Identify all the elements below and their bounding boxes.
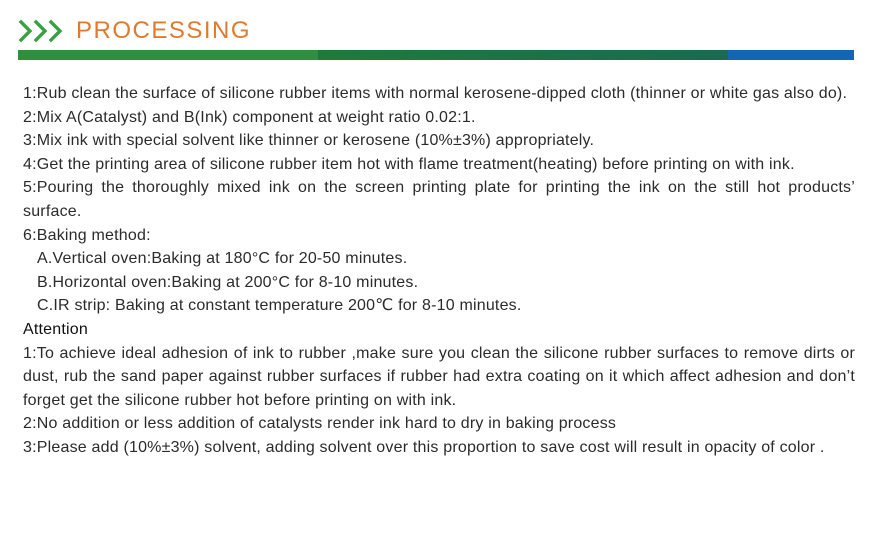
processing-step-1: 1:Rub clean the surface of silicone rubber items with normal kerosene-dipped cloth (thinner or white gas also do). xyxy=(23,85,848,102)
attention-item-1: 1:To achieve ideal adhesion of ink to rubber ,make sure you clean the silicone rubber surfaces to remove dirts or dust, rub the sand paper against rubber surfaces if rubber had extra coating on it which affect adhesion and don’t forget get the silicone rubber hot before printing on with ink. xyxy=(23,344,855,409)
processing-step-3: 3:Mix ink with special solvent like thinner or kerosene (10%±3%) appropriately. xyxy=(23,132,595,150)
header-divider-bar xyxy=(18,50,854,60)
processing-step-6: 6:Baking method: xyxy=(23,226,151,244)
attention-item-3: 3:Please add (10%±3%) solvent, adding solvent over this proportion to save cost will result in opacity of color . xyxy=(23,438,825,456)
attention-heading: Attention xyxy=(23,320,88,338)
divider-segment-blue xyxy=(728,50,854,60)
baking-method-b: B.Horizontal oven:Baking at 200°C for 8-10 minutes. xyxy=(37,273,419,291)
divider-segment-green xyxy=(18,50,318,60)
baking-method-c: C.IR strip: Baking at constant temperature 200℃ for 8-10 minutes. xyxy=(37,297,522,315)
processing-step-2: 2:Mix A(Catalyst) and B(Ink) component at weight ratio 0.02:1. xyxy=(23,108,476,126)
processing-step-5: 5:Pouring the thoroughly mixed ink on the screen printing plate for printing the ink on the still hot products’ surface. xyxy=(23,179,855,220)
section-header xyxy=(18,14,251,48)
baking-method-a: A.Vertical oven:Baking at 180°C for 20-50 minutes. xyxy=(37,250,408,268)
triple-chevron-right-icon xyxy=(18,16,70,46)
processing-content xyxy=(23,82,855,460)
attention-item-2: 2:No addition or less addition of catalysts render ink hard to dry in baking process xyxy=(23,415,617,433)
processing-step-4: 4:Get the printing area of silicone rubber item hot with flame treatment(heating) before printing on with ink. xyxy=(23,155,795,173)
divider-segment-teal xyxy=(318,50,728,60)
page-title: PROCESSING xyxy=(76,17,252,44)
